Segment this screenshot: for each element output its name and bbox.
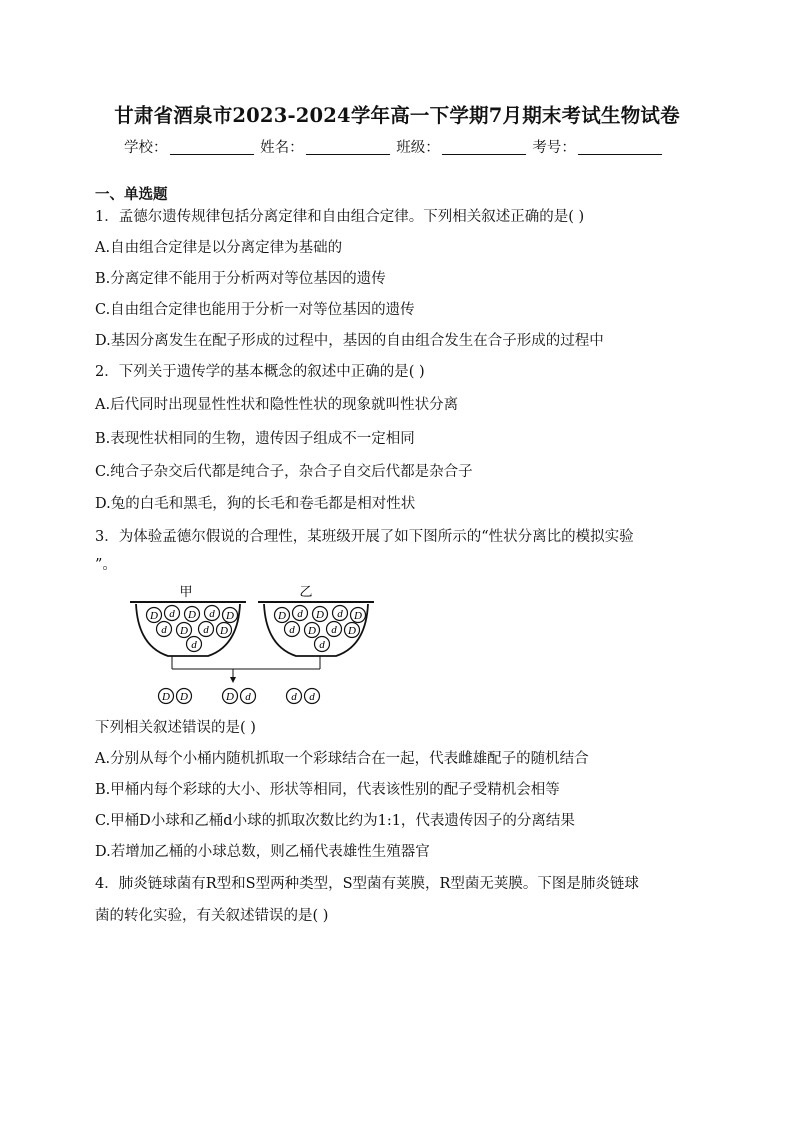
ball-yi xyxy=(275,608,290,623)
question-3-stem-line-2: ”。 xyxy=(95,557,117,573)
ball-letter: D xyxy=(354,610,362,622)
ball-yi xyxy=(293,606,308,621)
student-info-row xyxy=(124,136,664,157)
ball-letter: d xyxy=(309,691,315,703)
question-1-option-d: D.基因分离发生在配子形成的过程中，基因的自由组合发生在合子形成的过程中 xyxy=(95,333,604,349)
bucket-jia xyxy=(130,602,246,656)
ball-yi xyxy=(285,622,300,637)
pair-ball xyxy=(159,689,174,704)
question-1-option-a: A.自由组合定律是以分离定律为基础的 xyxy=(95,240,343,256)
ball-letter: D xyxy=(226,691,234,703)
question-2-option-c: C.纯合子杂交后代都是纯合子，杂合子自交后代都是杂合子 xyxy=(95,464,473,480)
pair-ball xyxy=(177,689,192,704)
ball-letter: D xyxy=(278,610,286,622)
ball-letter: D xyxy=(180,691,188,703)
ball-letter: D xyxy=(162,691,170,703)
ball-letter: D xyxy=(220,625,228,637)
number-blank[interactable] xyxy=(578,139,662,155)
ball-jia xyxy=(165,606,180,621)
ball-jia xyxy=(217,623,232,638)
ball-letter: d xyxy=(319,639,325,651)
ball-letter: d xyxy=(291,691,297,703)
ball-jia xyxy=(157,622,172,637)
ball-jia xyxy=(177,623,192,638)
ball-letter: d xyxy=(191,639,197,651)
ball-letter: d xyxy=(245,691,251,703)
ball-jia xyxy=(185,607,200,622)
class-label: 班级： xyxy=(396,140,440,156)
question-1-stem: 1．孟德尔遗传规律包括分离定律和自由组合定律。下列相关叙述正确的是( ) xyxy=(95,209,585,225)
genotype-pairs xyxy=(159,689,320,704)
question-2-option-b: B.表现性状相同的生物，遗传因子组成不一定相同 xyxy=(95,431,415,447)
ball-jia xyxy=(187,637,202,652)
ball-yi xyxy=(327,622,342,637)
ball-letter: d xyxy=(289,624,295,636)
ball-jia xyxy=(199,622,214,637)
ball-letter: d xyxy=(337,608,343,620)
question-3-option-c: C.甲桶D小球和乙桶d小球的抓取次数比约为1:1，代表遗传因子的分离结果 xyxy=(95,813,575,829)
pair-ball xyxy=(287,689,302,704)
bucket-yi xyxy=(258,602,374,656)
school-label: 学校： xyxy=(124,140,168,156)
ball-letter: d xyxy=(209,608,215,620)
ball-letter: d xyxy=(161,624,167,636)
ball-jia xyxy=(223,608,238,623)
number-label: 考号： xyxy=(532,140,576,156)
ball-yi xyxy=(305,623,320,638)
name-label: 姓名： xyxy=(260,140,304,156)
ball-yi xyxy=(315,637,330,652)
ball-letter: d xyxy=(331,624,337,636)
question-1-option-b: B.分离定律不能用于分析两对等位基因的遗传 xyxy=(95,271,386,287)
ball-yi xyxy=(345,623,360,638)
question-3-stem-after: 下列相关叙述错误的是( ) xyxy=(95,720,256,736)
question-3-option-a: A.分别从每个小桶内随机抓取一个彩球结合在一起，代表雌雄配子的随机结合 xyxy=(95,751,589,767)
question-4-stem-line-2: 菌的转化实验，有关叙述错误的是( ) xyxy=(95,908,329,924)
ball-letter: D xyxy=(180,625,188,637)
ball-yi xyxy=(351,608,366,623)
ball-letter: D xyxy=(308,625,316,637)
ball-letter: D xyxy=(348,625,356,637)
section-heading: 一、单选题 xyxy=(95,186,168,203)
ball-yi xyxy=(333,606,348,621)
name-blank[interactable] xyxy=(306,139,390,155)
simulation-experiment-diagram xyxy=(128,584,378,706)
ball-letter: D xyxy=(150,610,158,622)
question-3-option-b: B.甲桶内每个彩球的大小、形状等相同，代表该性别的配子受精机会相等 xyxy=(95,782,560,798)
question-2-stem: 2．下列关于遗传学的基本概念的叙述中正确的是( ) xyxy=(95,364,425,380)
question-3-stem-line-1: 3．为体验孟德尔假说的合理性，某班级开展了如下图所示的“性状分离比的模拟实验 xyxy=(95,529,634,545)
ball-jia xyxy=(147,608,162,623)
pair-ball xyxy=(241,689,256,704)
question-2-option-a: A.后代同时出现显性性状和隐性性状的现象就叫性状分离 xyxy=(95,397,459,413)
pair-ball xyxy=(223,689,238,704)
ball-letter: D xyxy=(188,609,196,621)
ball-jia xyxy=(205,606,220,621)
question-1-option-c: C.自由组合定律也能用于分析一对等位基因的遗传 xyxy=(95,302,415,318)
pair-ball xyxy=(305,689,320,704)
question-4-stem-line-1: 4．肺炎链球菌有R型和S型两种类型，S型菌有荚膜，R型菌无荚膜。下图是肺炎链球 xyxy=(95,876,639,892)
school-blank[interactable] xyxy=(170,139,254,155)
question-3-option-d: D.若增加乙桶的小球总数，则乙桶代表雄性生殖器官 xyxy=(95,844,430,860)
ball-yi xyxy=(313,607,328,622)
ball-letter: D xyxy=(316,609,324,621)
ball-letter: d xyxy=(169,608,175,620)
ball-letter: d xyxy=(297,608,303,620)
bucket-yi-label: 乙 xyxy=(299,584,313,599)
class-blank[interactable] xyxy=(442,139,526,155)
question-2-option-d: D.兔的白毛和黑毛，狗的长毛和卷毛都是相对性状 xyxy=(95,496,416,512)
page-title: 甘肃省酒泉市2023-2024学年高一下学期7月期末考试生物试卷 xyxy=(114,104,680,127)
bucket-jia-label: 甲 xyxy=(179,584,193,599)
ball-letter: D xyxy=(226,610,234,622)
combination-connector xyxy=(172,656,320,683)
ball-letter: d xyxy=(203,624,209,636)
